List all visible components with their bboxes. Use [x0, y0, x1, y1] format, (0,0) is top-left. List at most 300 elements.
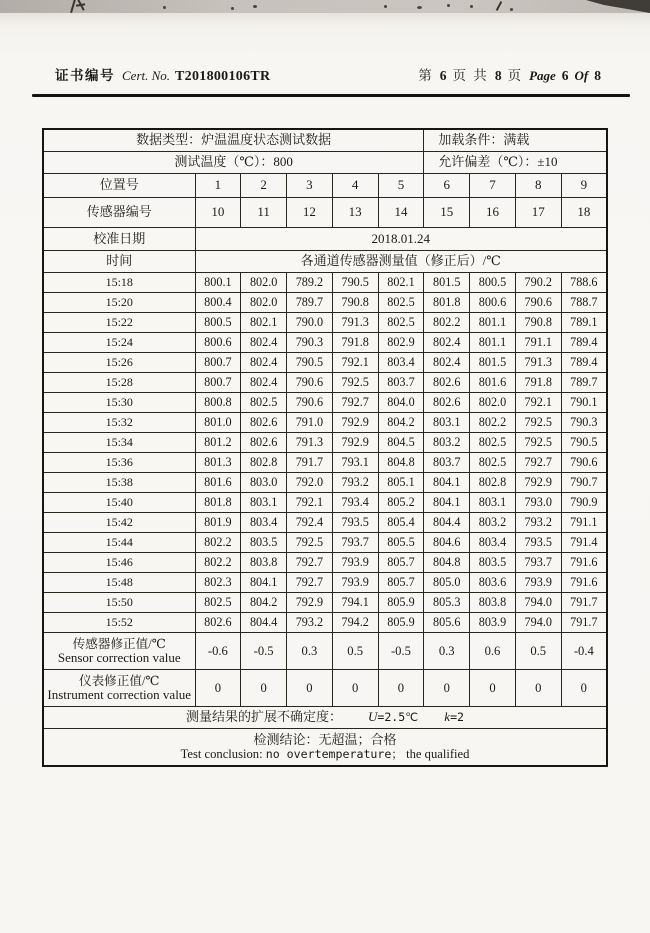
value-cell: 805.4	[378, 513, 424, 533]
value-cell: 0	[332, 670, 378, 707]
value-cell: 803.7	[378, 373, 424, 393]
page-indicator	[415, 64, 604, 85]
value-cell: 803.1	[470, 493, 516, 513]
page-header	[55, 64, 604, 85]
data-type-cell: 数据类型：炉温温度状态测试数据	[43, 129, 424, 152]
value-cell: 793.0	[515, 493, 561, 513]
time-cell: 15:42	[43, 513, 195, 533]
value-cell: 804.8	[378, 453, 424, 473]
conclusion-en-mono: no overtemperature；	[265, 747, 403, 762]
value-cell: 8	[515, 174, 561, 198]
sensor-correction-label-cn: 传感器修正值/℃	[72, 636, 166, 651]
scan-edge-band	[0, 0, 650, 13]
cert-label-cn: 证书编号	[55, 68, 115, 83]
value-cell: 791.8	[515, 373, 561, 393]
value-cell: 791.3	[515, 353, 561, 373]
value-cell: 15	[424, 198, 470, 228]
value-cell: 4	[332, 174, 378, 198]
value-cell: 790.3	[561, 413, 607, 433]
value-cell: 1	[195, 174, 241, 198]
value-cell: 800.1	[195, 273, 241, 293]
value-cell: -0.4	[561, 633, 607, 670]
page-indicator-text: 第	[418, 68, 434, 83]
value-cell: 804.1	[241, 573, 287, 593]
value-cell: 0	[561, 670, 607, 707]
uncertainty-k-symbol: k	[444, 709, 451, 725]
table-row	[43, 313, 607, 333]
table-row	[43, 393, 607, 413]
value-cell: 792.5	[515, 433, 561, 453]
table-row-sensor-numbers	[43, 198, 607, 228]
value-cell: 790.0	[287, 313, 333, 333]
value-cell: 802.3	[195, 573, 241, 593]
value-cell: 802.5	[241, 393, 287, 413]
scan-speck	[470, 5, 473, 8]
value-cell: 793.4	[332, 493, 378, 513]
value-cell: 791.4	[561, 533, 607, 553]
value-cell: 802.2	[424, 313, 470, 333]
table-row-test-temp	[43, 152, 607, 174]
value-cell: 790.1	[561, 393, 607, 413]
value-cell: 791.1	[561, 513, 607, 533]
value-cell: 791.6	[561, 573, 607, 593]
value-cell: 792.0	[287, 473, 333, 493]
value-cell: 791.6	[561, 553, 607, 573]
table-row-conclusion	[43, 729, 607, 767]
value-cell: 790.5	[332, 273, 378, 293]
value-cell: 800.5	[470, 273, 516, 293]
table-row	[43, 533, 607, 553]
value-cell: 11	[241, 198, 287, 228]
value-cell: 792.9	[332, 433, 378, 453]
value-cell: 794.0	[515, 593, 561, 613]
value-cell: 12	[287, 198, 333, 228]
sensor-correction-label-en: Sensor correction value	[57, 649, 181, 665]
position-label-cell: 位置号	[43, 174, 195, 198]
value-cell: 794.1	[332, 593, 378, 613]
channel-header-cell: 各通道传感器测量值（修正后）/℃	[195, 251, 607, 273]
value-cell: 789.4	[561, 353, 607, 373]
value-cell: 790.5	[287, 353, 333, 373]
value-cell: 802.0	[241, 273, 287, 293]
table-row-calibration-date	[43, 228, 607, 251]
uncertainty-u-symbol: U	[367, 709, 378, 725]
value-cell: 789.2	[287, 273, 333, 293]
value-cell: 14	[378, 198, 424, 228]
time-cell: 15:50	[43, 593, 195, 613]
value-cell: 788.6	[561, 273, 607, 293]
value-cell: 803.9	[470, 613, 516, 633]
value-cell: 803.5	[470, 553, 516, 573]
value-cell: 0	[195, 670, 241, 707]
page-indicator-text: 页 共	[452, 68, 489, 83]
value-cell: 803.7	[424, 453, 470, 473]
load-condition-cell: 加载条件：满载	[424, 129, 607, 152]
handwritten-mark-stroke	[70, 0, 76, 13]
value-cell: 801.5	[424, 273, 470, 293]
value-cell: 800.6	[195, 333, 241, 353]
value-cell: 801.3	[195, 453, 241, 473]
table-row	[43, 333, 607, 353]
value-cell: 805.5	[378, 533, 424, 553]
value-cell: 801.6	[470, 373, 516, 393]
value-cell: 802.6	[241, 413, 287, 433]
value-cell: 801.8	[195, 493, 241, 513]
value-cell: 802.5	[470, 433, 516, 453]
conclusion-en-suffix: the qualified	[402, 747, 470, 762]
instrument-correction-label-cn: 仪表修正值/℃	[78, 673, 160, 688]
value-cell: 804.8	[424, 553, 470, 573]
value-cell: 793.9	[332, 553, 378, 573]
value-cell: 801.2	[195, 433, 241, 453]
value-cell: 800.5	[195, 313, 241, 333]
value-cell: 803.8	[241, 553, 287, 573]
value-cell: 804.1	[424, 493, 470, 513]
value-cell: 802.2	[195, 553, 241, 573]
value-cell: 801.9	[195, 513, 241, 533]
page-total: 8	[494, 68, 502, 83]
value-cell: 801.5	[470, 353, 516, 373]
value-cell: 804.2	[241, 593, 287, 613]
value-cell: 792.1	[332, 353, 378, 373]
value-cell: 792.5	[287, 533, 333, 553]
table-row	[43, 413, 607, 433]
value-cell: 793.5	[332, 513, 378, 533]
page-number: 6	[439, 68, 447, 83]
value-cell: 792.1	[515, 393, 561, 413]
value-cell: 803.1	[241, 493, 287, 513]
value-cell: 9	[561, 174, 607, 198]
scan-corner-shadow	[586, 0, 650, 13]
value-cell: 0.6	[470, 633, 516, 670]
value-cell: 805.6	[424, 613, 470, 633]
value-cell: 804.5	[378, 433, 424, 453]
value-cell: 793.7	[332, 533, 378, 553]
time-cell: 15:48	[43, 573, 195, 593]
value-cell: 789.7	[561, 373, 607, 393]
value-cell: 0	[241, 670, 287, 707]
value-cell: 801.1	[470, 333, 516, 353]
cert-label-en: Cert. No.	[122, 68, 171, 83]
value-cell: 802.4	[241, 353, 287, 373]
value-cell: 802.6	[424, 393, 470, 413]
value-cell: 804.0	[378, 393, 424, 413]
value-cell: 18	[561, 198, 607, 228]
table-row	[43, 513, 607, 533]
table-row-instrument-correction	[43, 670, 607, 707]
scan-speck	[384, 5, 387, 8]
time-cell: 15:34	[43, 433, 195, 453]
page-indicator-text-en: Of	[574, 68, 589, 83]
value-cell: 793.1	[332, 453, 378, 473]
conclusion-en	[44, 747, 606, 761]
value-cell: 10	[195, 198, 241, 228]
value-cell: 793.2	[287, 613, 333, 633]
time-cell: 15:18	[43, 273, 195, 293]
value-cell: 792.9	[515, 473, 561, 493]
time-cell: 15:24	[43, 333, 195, 353]
value-cell: 792.4	[287, 513, 333, 533]
value-cell: 0.3	[287, 633, 333, 670]
value-cell: 803.1	[424, 413, 470, 433]
value-cell: 804.4	[424, 513, 470, 533]
table-row-positions	[43, 174, 607, 198]
table-row	[43, 453, 607, 473]
value-cell: 790.2	[515, 273, 561, 293]
value-cell: 800.6	[470, 293, 516, 313]
value-cell: 802.5	[378, 313, 424, 333]
scan-speck	[417, 6, 422, 9]
value-cell: 802.4	[241, 333, 287, 353]
table-row-uncertainty	[43, 707, 607, 729]
value-cell: 0	[287, 670, 333, 707]
value-cell: 803.5	[241, 533, 287, 553]
test-temp-cell: 测试温度（℃）：800	[43, 152, 424, 174]
value-cell: 0.3	[424, 633, 470, 670]
value-cell: 792.9	[332, 413, 378, 433]
value-cell: 802.6	[424, 373, 470, 393]
value-cell: 792.7	[287, 573, 333, 593]
value-cell: 802.6	[195, 613, 241, 633]
scan-speck	[447, 4, 450, 7]
value-cell: 791.7	[561, 593, 607, 613]
value-cell: -0.5	[378, 633, 424, 670]
uncertainty-u-value: =2.5℃	[377, 710, 419, 725]
value-cell: 802.6	[241, 433, 287, 453]
sensor-label-cell: 传感器编号	[43, 198, 195, 228]
scan-speck	[163, 6, 166, 9]
conclusion-cn: 检测结论：无超温；合格	[253, 731, 397, 747]
value-cell: 802.4	[424, 333, 470, 353]
value-cell: 791.8	[332, 333, 378, 353]
value-cell: 805.2	[378, 493, 424, 513]
value-cell: 800.7	[195, 353, 241, 373]
value-cell: 803.2	[470, 513, 516, 533]
page-total-en: 8	[594, 68, 601, 83]
value-cell: 791.3	[287, 433, 333, 453]
instrument-correction-label-cell	[43, 670, 195, 707]
cert-number: T201800106TR	[175, 69, 271, 84]
value-cell: 794.0	[515, 613, 561, 633]
time-cell: 15:36	[43, 453, 195, 473]
value-cell: 801.6	[195, 473, 241, 493]
value-cell: 802.4	[241, 373, 287, 393]
allowed-deviation-cell: 允许偏差（℃）：±10	[424, 152, 607, 174]
value-cell: 793.5	[515, 533, 561, 553]
value-cell: 805.1	[378, 473, 424, 493]
value-cell: 804.1	[424, 473, 470, 493]
value-cell: 790.5	[561, 433, 607, 453]
value-cell: 803.2	[424, 433, 470, 453]
time-cell: 15:32	[43, 413, 195, 433]
value-cell: 801.8	[424, 293, 470, 313]
value-cell: -0.5	[241, 633, 287, 670]
value-cell: 804.2	[378, 413, 424, 433]
time-cell: 15:40	[43, 493, 195, 513]
time-cell: 15:26	[43, 353, 195, 373]
value-cell: 13	[332, 198, 378, 228]
table-row-data-type	[43, 129, 607, 152]
value-cell: 791.0	[287, 413, 333, 433]
value-cell: 793.9	[515, 573, 561, 593]
value-cell: 805.9	[378, 613, 424, 633]
scan-speck	[253, 5, 257, 8]
value-cell: 789.1	[561, 313, 607, 333]
value-cell: 805.3	[424, 593, 470, 613]
page-number-en: 6	[561, 68, 569, 83]
value-cell: 792.7	[515, 453, 561, 473]
value-cell: 802.9	[378, 333, 424, 353]
value-cell: 793.2	[515, 513, 561, 533]
value-cell: 803.6	[470, 573, 516, 593]
value-cell: 790.8	[332, 293, 378, 313]
value-cell: 805.7	[378, 553, 424, 573]
value-cell: 792.5	[515, 413, 561, 433]
value-cell: 790.6	[287, 393, 333, 413]
value-cell: 0.5	[332, 633, 378, 670]
uncertainty-cell	[43, 707, 607, 729]
value-cell: 790.9	[561, 493, 607, 513]
value-cell: 802.5	[470, 453, 516, 473]
value-cell: 790.7	[561, 473, 607, 493]
value-cell: 792.1	[287, 493, 333, 513]
uncertainty-prefix: 测量结果的扩展不确定度：	[185, 709, 342, 725]
value-cell: 803.4	[241, 513, 287, 533]
value-cell: 804.4	[241, 613, 287, 633]
table-row	[43, 273, 607, 293]
value-cell: 0	[470, 670, 516, 707]
scan-speck	[231, 7, 234, 10]
value-cell: 0	[378, 670, 424, 707]
measurement-table	[42, 128, 608, 767]
value-cell: 0	[424, 670, 470, 707]
value-cell: 801.1	[470, 313, 516, 333]
value-cell: 802.0	[470, 393, 516, 413]
value-cell: 802.2	[470, 413, 516, 433]
value-cell: 789.4	[561, 333, 607, 353]
page-indicator-text-en: Page	[529, 68, 556, 83]
value-cell: 5	[378, 174, 424, 198]
value-cell: 6	[424, 174, 470, 198]
value-cell: 791.3	[332, 313, 378, 333]
value-cell: 0.5	[515, 633, 561, 670]
value-cell: 802.5	[378, 293, 424, 313]
time-cell: 15:44	[43, 533, 195, 553]
value-cell: 788.7	[561, 293, 607, 313]
value-cell: 802.8	[241, 453, 287, 473]
value-cell: 802.4	[424, 353, 470, 373]
value-cell: 802.0	[241, 293, 287, 313]
value-cell: 790.8	[515, 313, 561, 333]
value-cell: 791.7	[287, 453, 333, 473]
time-cell: 15:46	[43, 553, 195, 573]
value-cell: 800.7	[195, 373, 241, 393]
value-cell: 0	[515, 670, 561, 707]
table-row	[43, 293, 607, 313]
value-cell: 801.0	[195, 413, 241, 433]
calibration-date-label-cell: 校准日期	[43, 228, 195, 251]
cert-number-line	[55, 64, 270, 85]
value-cell: 800.4	[195, 293, 241, 313]
header-rule	[32, 94, 630, 97]
value-cell: 804.6	[424, 533, 470, 553]
table-row-channel-header	[43, 251, 607, 273]
time-cell: 15:28	[43, 373, 195, 393]
table-row	[43, 473, 607, 493]
table-row-sensor-correction	[43, 633, 607, 670]
time-cell: 15:20	[43, 293, 195, 313]
time-cell: 15:38	[43, 473, 195, 493]
instrument-correction-label-en: Instrument correction value	[47, 686, 192, 702]
time-cell: 15:30	[43, 393, 195, 413]
table-row	[43, 613, 607, 633]
value-cell: 790.6	[515, 293, 561, 313]
value-cell: 17	[515, 198, 561, 228]
value-cell: 3	[287, 174, 333, 198]
sensor-correction-label-cell	[43, 633, 195, 670]
value-cell: 790.3	[287, 333, 333, 353]
table-row	[43, 353, 607, 373]
table-row	[43, 553, 607, 573]
table-row	[43, 593, 607, 613]
page-indicator-text: 页	[507, 68, 524, 83]
value-cell: 790.6	[561, 453, 607, 473]
value-cell: 791.1	[515, 333, 561, 353]
value-cell: 792.7	[332, 393, 378, 413]
uncertainty-k-value: =2	[450, 710, 465, 725]
value-cell: 792.5	[332, 373, 378, 393]
value-cell: 805.9	[378, 593, 424, 613]
value-cell: 16	[470, 198, 516, 228]
value-cell: 800.8	[195, 393, 241, 413]
scan-mark-stroke	[496, 1, 502, 11]
time-label-cell: 时间	[43, 251, 195, 273]
value-cell: 802.1	[378, 273, 424, 293]
value-cell: 803.0	[241, 473, 287, 493]
value-cell: 805.7	[378, 573, 424, 593]
value-cell: 802.8	[470, 473, 516, 493]
value-cell: 805.0	[424, 573, 470, 593]
value-cell: 790.6	[287, 373, 333, 393]
value-cell: 802.5	[195, 593, 241, 613]
time-cell: 15:52	[43, 613, 195, 633]
table-row	[43, 493, 607, 513]
value-cell: 802.1	[241, 313, 287, 333]
table-row	[43, 573, 607, 593]
value-cell: -0.6	[195, 633, 241, 670]
value-cell: 793.9	[332, 573, 378, 593]
value-cell: 7	[470, 174, 516, 198]
value-cell: 803.4	[378, 353, 424, 373]
value-cell: 792.9	[287, 593, 333, 613]
scan-speck	[510, 8, 513, 11]
time-cell: 15:22	[43, 313, 195, 333]
value-cell: 793.2	[332, 473, 378, 493]
value-cell: 791.7	[561, 613, 607, 633]
value-cell: 803.8	[470, 593, 516, 613]
conclusion-cell	[43, 729, 607, 767]
value-cell: 2	[241, 174, 287, 198]
value-cell: 792.7	[287, 553, 333, 573]
value-cell: 803.4	[470, 533, 516, 553]
table-row	[43, 373, 607, 393]
value-cell: 789.7	[287, 293, 333, 313]
value-cell: 794.2	[332, 613, 378, 633]
conclusion-en-prefix: Test conclusion:	[180, 747, 266, 762]
table-row	[43, 433, 607, 453]
calibration-date-cell: 2018.01.24	[195, 228, 607, 251]
value-cell: 793.7	[515, 553, 561, 573]
